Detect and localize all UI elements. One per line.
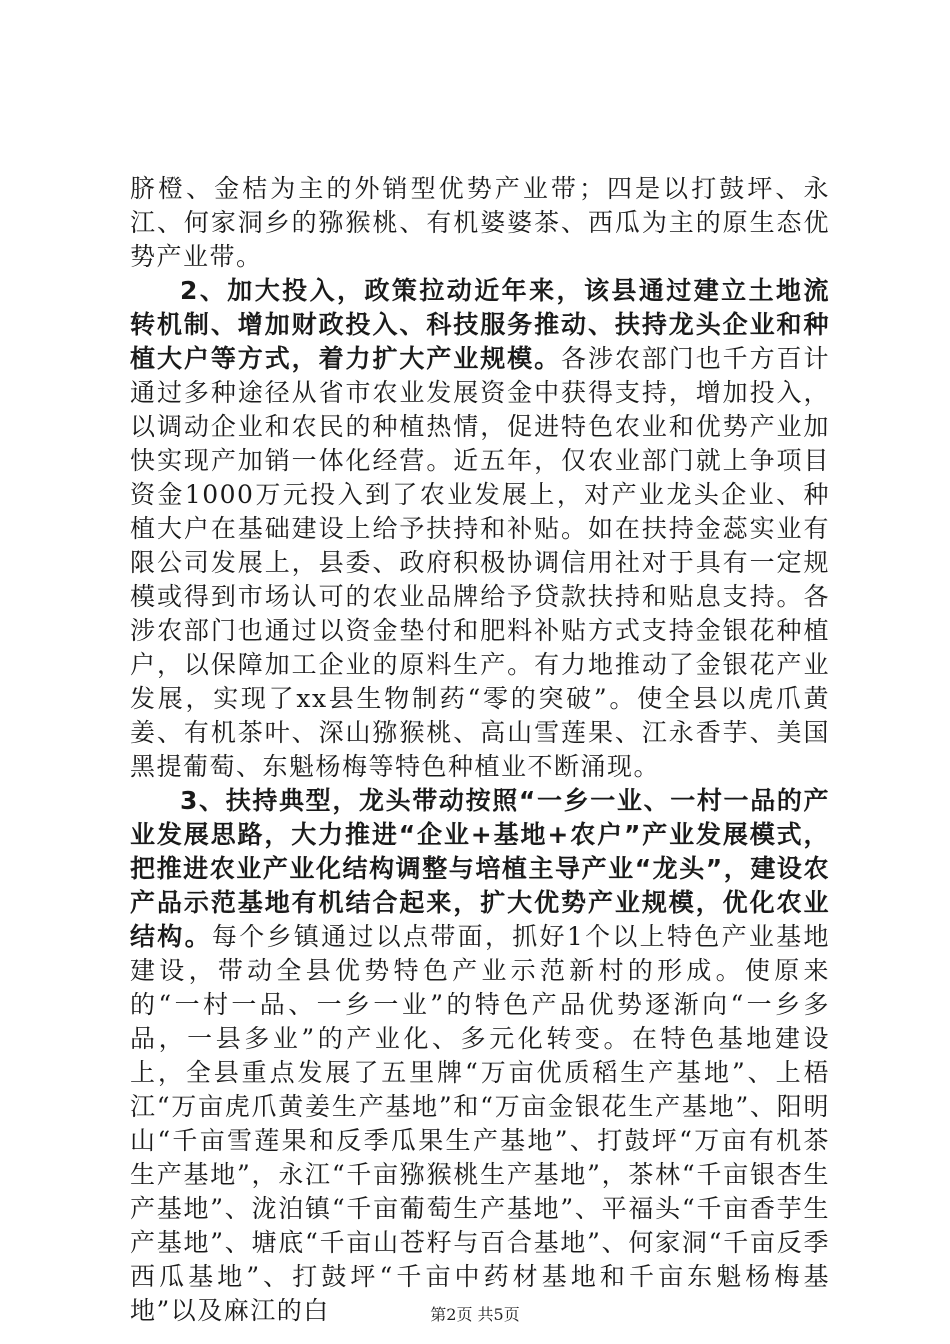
paragraph-3-text: 每个乡镇通过以点带面，抓好1个以上特色产业基地建设，带动全县优势特色产业示范新村的形成。使原来的“一村一品、一乡一业”的特色产品优势逐渐向“一乡多品，一县多业”的产业化、多元化转变。在特色基地建设上，全县重点发展了五里牌“万亩优质稻生产基地”、上梧江“万亩虎爪黄姜生产基地”和“万亩金银花生产基地”、阳明山“千亩雪莲果和反季瓜果生产基地”、打鼓坪“万亩有机茶生产基地”，永江“千亩猕猴桃生产基地”，茶林“千亩银杏生产基地”、泷泊镇“千亩葡萄生产基地”、平福头“千亩香芋生产基地”、塘底“千亩山苍籽与百合基地”、何家洞“千亩反季西瓜基地”、打鼓坪“千亩中药材基地和千亩东魁杨梅基地”以及麻江的白	[130, 922, 830, 1325]
paragraph-3-heading: 3、扶持典型，龙头带动按照“一乡一业、一村一品的产业发展思路，大力推进“企业+基地+农户”产业发展模式，把推进农业产业化结构调整与培植主导产业“龙头”，建设农产品示范基地有机结合起来，扩大优势产业规模，优化农业结构。	[130, 786, 830, 951]
page-footer	[0, 1302, 950, 1325]
page-number-label: 第2页 共5页	[430, 1305, 520, 1324]
paragraph-1-text: 脐橙、金桔为主的外销型优势产业带；四是以打鼓坪、永江、何家洞乡的猕猴桃、有机婆婆茶、西瓜为主的原生态优势产业带。	[130, 174, 830, 271]
paragraph-2-heading: 2、加大投入，政策拉动近年来，该县通过建立土地流转机制、增加财政投入、科技服务推动、扶持龙头企业和种植大户等方式，着力扩大产业规模。	[130, 276, 830, 373]
document-body	[130, 172, 830, 1328]
paragraph-3	[130, 784, 830, 1328]
paragraph-2-text: 各涉农部门也千方百计通过多种途径从省市农业发展资金中获得支持，增加投入，以调动企业和农民的种植热情，促进特色农业和优势产业加快实现产加销一体化经营。近五年，仅农业部门就上争项目资金1000万元投入到了农业发展上，对产业龙头企业、种植大户在基础建设上给予扶持和补贴。如在扶持金蕊实业有限公司发展上，县委、政府积极协调信用社对于具有一定规模或得到市场认可的农业品牌给予贷款扶持和贴息支持。各涉农部门也通过以资金垫付和肥料补贴方式支持金银花种植户，以保障加工企业的原料生产。有力地推动了金银花产业发展，实现了xx县生物制药“零的突破”。使全县以虎爪黄姜、有机茶叶、深山猕猴桃、高山雪莲果、江永香芋、美国黑提葡萄、东魁杨梅等特色种植业不断涌现。	[130, 344, 830, 781]
paragraph-2	[130, 274, 830, 784]
paragraph-1	[130, 172, 830, 274]
